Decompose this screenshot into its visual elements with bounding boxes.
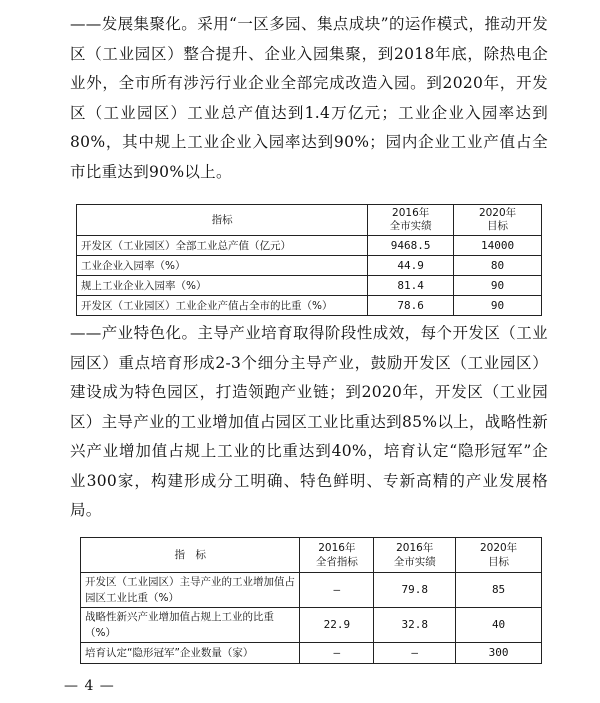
header-province-2016-line1: 2016年 — [318, 542, 356, 554]
header-province-2016-line2: 全省指标 — [315, 556, 358, 568]
paragraph-industry-specialization: ——产业特色化。主导产业培育取得阶段性成效，每个开发区（工业园区）重点培育形成2-3个细分主导产业，鼓励开发区（工业园区）建设成为特色园区，打造领跑产业链；到2020年，开发区（工业园区）主导产业的工业增加值占园区工业比重达到85%以上，战略性新兴产业增加值占规上工业的比重达到40%，培育认定“隐形冠军”企业300家，构建形成分工明确、特色鲜明、专新高精的产业发展格局。 — [70, 324, 548, 519]
cell-indicator: 开发区（工业园区）工业企业产值占全市的比重（%） — [77, 296, 368, 316]
cell-actual-2016: 9468.5 — [368, 236, 454, 256]
header-target-2020-line2: 目标 — [487, 220, 509, 232]
table-row — [77, 256, 542, 276]
header-target-2020-line1: 2020年 — [479, 542, 518, 554]
header-actual-2016-line1: 2016年 — [392, 207, 430, 219]
cell-indicator: 开发区（工业园区）全部工业总产值（亿元） — [77, 236, 368, 256]
header-actual-2016 — [374, 538, 456, 573]
header-province-2016 — [300, 538, 374, 573]
table-row — [81, 643, 542, 664]
cell-indicator: 规上工业企业入园率（%） — [77, 276, 368, 296]
cell-target-2020: 85 — [456, 573, 542, 608]
cell-province-2016: 22.9 — [300, 608, 374, 643]
cell-actual-2016: 78.6 — [368, 296, 454, 316]
cell-indicator: 工业企业入园率（%） — [77, 256, 368, 276]
cell-province-2016: — — [300, 643, 374, 664]
table-row — [77, 296, 542, 316]
paragraph-development-clustering: ——发展集聚化。采用“一区多园、集点成块”的运作模式，推动开发区（工业园区）整合提升、企业入园集聚，到2018年底，除热电企业外，全市所有涉污行业企业全部完成改造入园。到2020年，开发区（工业园区）工业总产值达到1.4万亿元；工业企业入园率达到80%，其中规上工业企业入园率达到90%；园内企业工业产值占全市比重达到90%以上。 — [70, 15, 548, 181]
cell-actual-2016: 81.4 — [368, 276, 454, 296]
header-target-2020-line1: 2020年 — [478, 207, 517, 219]
table-row — [77, 236, 542, 256]
cell-indicator: 开发区（工业园区）主导产业的工业增加值占园区工业比重（%） — [81, 573, 300, 608]
header-target-2020 — [454, 205, 542, 236]
cell-indicator: 战略性新兴产业增加值占规上工业的比重（%） — [81, 608, 300, 643]
table-clustering-indicators — [76, 204, 542, 316]
table-specialization-indicators — [80, 537, 542, 664]
cell-target-2020: 300 — [456, 643, 542, 664]
cell-actual-2016: 79.8 — [374, 573, 456, 608]
cell-actual-2016: 44.9 — [368, 256, 454, 276]
header-indicator: 指标 — [77, 205, 368, 236]
header-actual-2016 — [368, 205, 454, 236]
cell-target-2020: 90 — [454, 296, 542, 316]
header-indicator: 指 标 — [81, 538, 300, 573]
table-header-row — [81, 538, 542, 573]
table-row — [77, 276, 542, 296]
header-target-2020 — [456, 538, 542, 573]
header-actual-2016-line2: 全市实绩 — [389, 220, 432, 232]
cell-target-2020: 80 — [454, 256, 542, 276]
cell-actual-2016: — — [374, 643, 456, 664]
header-target-2020-line2: 目标 — [488, 556, 510, 568]
header-actual-2016-line1: 2016年 — [396, 542, 434, 554]
table-row — [81, 608, 542, 643]
cell-target-2020: 90 — [454, 276, 542, 296]
page-number: — 4 — — [64, 678, 115, 694]
header-actual-2016-line2: 全市实绩 — [393, 556, 436, 568]
cell-actual-2016: 32.8 — [374, 608, 456, 643]
cell-indicator: 培育认定“隐形冠军”企业数量（家） — [81, 643, 300, 664]
table-header-row — [77, 205, 542, 236]
cell-target-2020: 14000 — [454, 236, 542, 256]
cell-province-2016: — — [300, 573, 374, 608]
cell-target-2020: 40 — [456, 608, 542, 643]
table-row — [81, 573, 542, 608]
